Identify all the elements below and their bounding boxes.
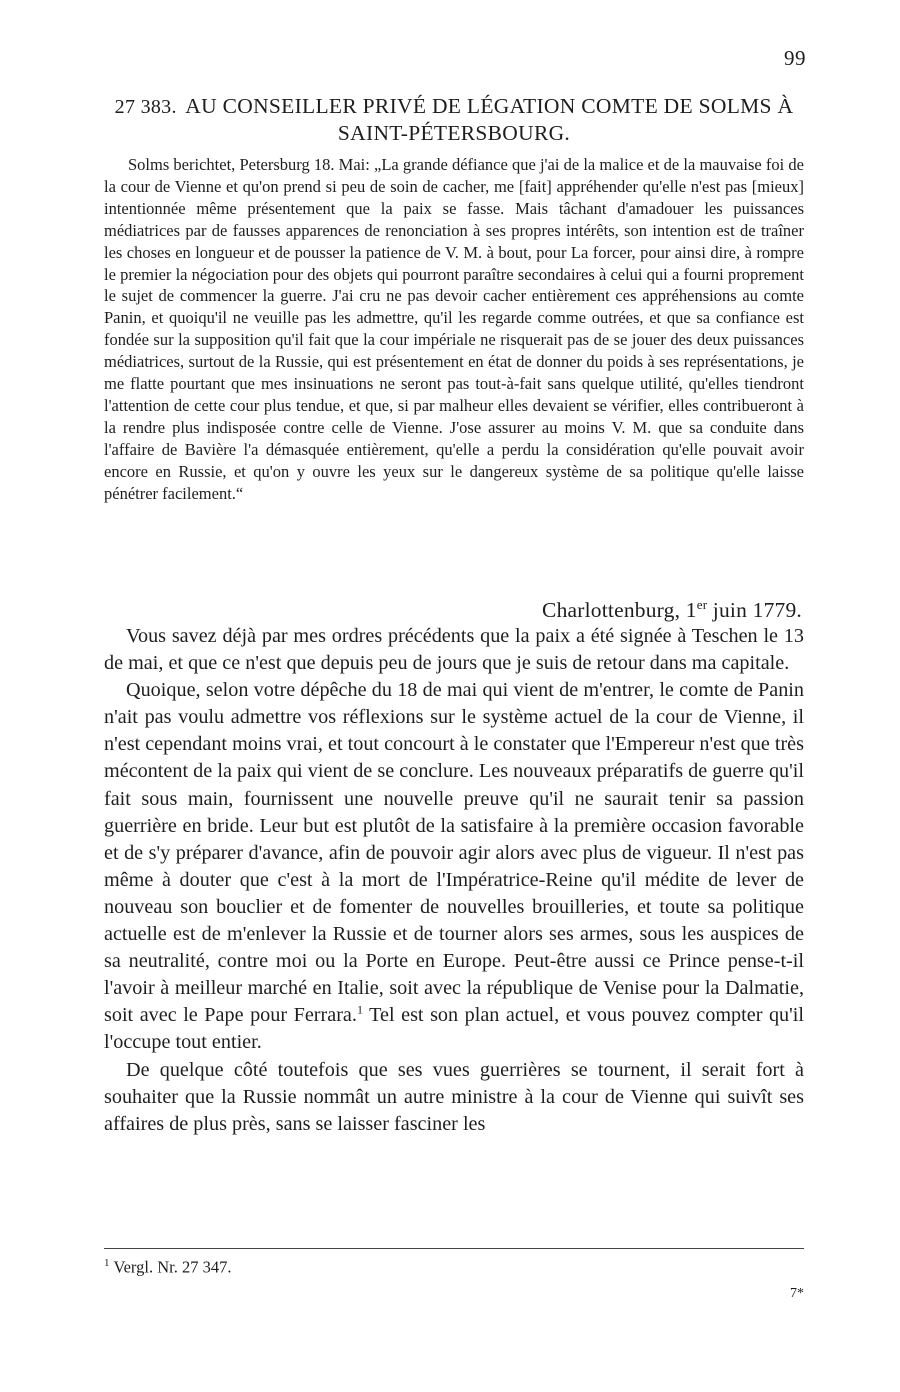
footnote-divider [104,1248,804,1249]
footnote-marker: 1 [104,1257,110,1269]
dateline-place: Charlottenburg, 1 [542,598,697,623]
signature-mark: 7* [790,1286,804,1301]
letter-body [104,623,804,1138]
paragraph: Vous savez déjà par mes ordres précédents que la paix a été signée à Teschen le 13 de mai, et que ce n'est que depuis peu de jours que je suis de retour dans ma capitale. [104,625,804,675]
page-number: 99 [784,46,806,70]
paragraph: De quelque côté toutefois que ses vues guerrières se tournent, il serait fort à souhaiter que la Russie nommât un autre ministre à la cour de Vienne qui suivît ses affaires de plus près, sans se laisser fasciner les [104,1058,804,1135]
paragraph-text-continued: Tel est son plan actuel, et vous pouvez compter qu'il l'occupe tout entier. [104,1004,805,1054]
footnote-text: Vergl. Nr. 27 347. [113,1257,232,1277]
dateline-rest: juin 1779. [707,598,802,623]
dateline-day-suffix: er [696,597,708,612]
footnote-reference: 1 [356,1002,363,1017]
report-quotation: Solms berichtet, Petersburg 18. Mai: „La grande défiance que j'ai de la malice et de la mauvaise foi de la cour de Vienne et qu'on prend si peu de soin de cacher, me [fait] appréhender qu'elle n'est pas [mieux] intentionnée même présentement que la paix se fasse. Mais tâchant d'amadouer les puissances médiatrices par de fausses apparences de renonciation à ses propres intérêts, son intention est de traîner les choses en longueur et de pousser la patience de V. M. à bout, pour La forcer, pour ainsi dire, à rompre le premier la négociation pour des objets qui pourront paraître secondaires à celui qui a fourni proprement le sujet de commencer la guerre. J'ai cru ne pas devoir cacher entièrement ces appréhensions au comte Panin, et quoiqu'il ne veuille pas les admettre, qu'il les regarde comme outrées, et que sa confiance est fondée sur la supposition qu'il fait que la cour impériale ne risquerait pas de se jouer des deux puissances médiatrices, surtout de la Russie, qui est présentement en état de donner du poids à ses représentations, je me flatte pourtant que mes insinuations ne seront pas tout-à-fait sans quelque utilité, qu'elles tiendront l'attention de cette cour plus tendue, et que, si par malheur elles devaient se vérifier, elles contribueront à la rendre plus indisposée contre celle de Vienne. J'ose assurer au moins V. M. que sa conduite dans l'affaire de Bavière l'a démasquée entièrement, qu'elle a perdu la considération qu'elle pouvait avoir encore en Russie, et qu'on y ouvre les yeux sur le dangereux système de sa politique qu'elle laisse pénétrer facilement.“ [104,155,804,503]
paragraph-text: Quoique, selon votre dépêche du 18 de mai qui vient de m'entrer, le comte de Panin n'ait pas voulu admettre vos réflexions sur le système actuel de la cour de Vienne, il n'est cependant moins vrai, et tout concourt à le constater que l'Empereur n'est que très mécontent de la paix qui vient de se conclure. Les nouveaux préparatifs de guerre qu'il fait sous main, fournissent une nouvelle preuve qu'il ne saurait tenir sa passion guerrière en bride. Leur but est plutôt de la satisfaire à la première occasion favorable et de s'y préparer d'avance, afin de pouvoir agir alors avec plus de vigueur. Il n'est pas même à douter que c'est à la mort de l'Impératrice-Reine qu'il médite de lever de nouveau son bouclier et de fomenter de nouvelles brouilleries, et toute sa politique actuelle est de m'enlever la Russie et de tourner alors ses armes, sous les auspices de sa neutralité, contre moi ou la Porte en Europe. Peut-être aussi ce Prince pense-t-il l'avoir à meilleur marché en Italie, soit avec la république de Venise pour la Dalmatie, soit avec le Pape pour Ferrara. [104,679,804,1027]
letter-title: AU CONSEILLER PRIVÉ DE LÉGATION COMTE DE SOLMS À SAINT-PÉTERSBOURG. [185,94,794,145]
footnote [104,1252,231,1279]
letter-number: 27 383. [114,96,177,118]
letter-heading [104,93,804,146]
paragraph [104,677,804,1056]
dateline [542,597,802,623]
